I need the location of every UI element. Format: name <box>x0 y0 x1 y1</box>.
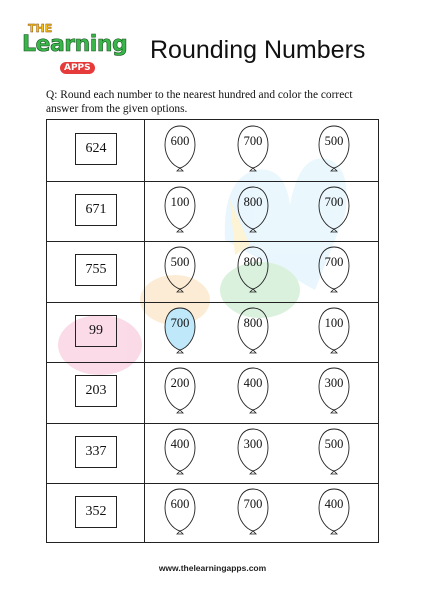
answer-balloon[interactable] <box>164 245 196 295</box>
balloon-icon <box>318 366 350 418</box>
row-divider <box>47 302 378 303</box>
answer-balloon[interactable] <box>164 124 196 174</box>
balloon-value: 300 <box>243 436 263 451</box>
balloon-icon <box>318 487 350 539</box>
answer-balloon[interactable] <box>164 487 196 537</box>
answer-balloon[interactable] <box>318 306 350 356</box>
balloon-icon <box>318 185 350 237</box>
balloon-value: 700 <box>170 315 190 330</box>
balloon-value: 400 <box>243 376 263 390</box>
balloon-icon <box>237 245 269 297</box>
answer-balloon[interactable] <box>318 185 350 235</box>
balloon-icon <box>318 245 350 297</box>
answer-balloon[interactable] <box>237 245 269 295</box>
answer-balloon[interactable] <box>164 366 196 416</box>
balloon-value: 800 <box>243 315 263 330</box>
balloon-icon <box>237 124 269 176</box>
footer-url: www.thelearningapps.com <box>158 563 267 573</box>
page-title: Rounding Numbers <box>150 36 366 64</box>
logo-learning-text: Learning <box>22 32 128 57</box>
balloon-icon <box>164 487 196 539</box>
number-box: 337 <box>75 436 117 468</box>
number-box: 203 <box>75 375 117 407</box>
balloon-value: 700 <box>243 134 263 148</box>
balloon-value: 600 <box>170 497 190 511</box>
answer-balloon[interactable] <box>318 487 350 537</box>
row-divider <box>47 483 378 484</box>
balloon-icon <box>318 124 350 176</box>
balloon-icon <box>237 306 269 358</box>
learning-apps-logo <box>22 22 132 84</box>
balloon-icon <box>237 185 269 237</box>
balloon-value: 100 <box>170 194 190 209</box>
answer-balloon[interactable] <box>237 306 269 356</box>
balloon-icon <box>164 366 196 418</box>
balloon-icon <box>237 366 269 418</box>
number-box: 624 <box>75 133 117 165</box>
balloon-value: 700 <box>324 255 344 269</box>
column-divider <box>144 120 145 542</box>
balloon-value: 300 <box>324 376 344 390</box>
balloon-value: 100 <box>324 315 344 330</box>
number-box: 755 <box>75 254 117 286</box>
balloon-value: 400 <box>324 497 344 511</box>
balloon-icon <box>237 427 269 479</box>
balloon-icon <box>164 185 196 237</box>
balloon-value: 500 <box>324 134 344 148</box>
logo-apps-badge: APPS <box>60 62 95 74</box>
row-divider <box>47 241 378 242</box>
answer-balloon[interactable] <box>237 185 269 235</box>
row-divider <box>47 362 378 363</box>
answer-balloon[interactable] <box>164 306 196 356</box>
number-box: 99 <box>75 315 117 347</box>
balloon-icon <box>164 124 196 176</box>
balloon-value: 200 <box>170 376 190 390</box>
balloon-icon <box>164 306 196 358</box>
answer-balloon[interactable] <box>237 124 269 174</box>
logo-the-text: THE <box>28 22 53 35</box>
balloon-icon <box>237 487 269 539</box>
balloon-value: 400 <box>170 436 190 451</box>
answer-balloon[interactable] <box>237 366 269 416</box>
question-text: Q: Round each number to the nearest hundred and color the correct answer from the given options. <box>46 89 353 115</box>
answer-balloon[interactable] <box>237 487 269 537</box>
balloon-icon <box>318 427 350 479</box>
answer-balloon[interactable] <box>318 245 350 295</box>
answer-balloon[interactable] <box>318 124 350 174</box>
balloon-icon <box>164 427 196 479</box>
answer-balloon[interactable] <box>318 427 350 477</box>
balloon-value: 700 <box>324 194 344 209</box>
rounding-table <box>46 119 379 543</box>
balloon-icon <box>164 245 196 297</box>
balloon-value: 500 <box>324 436 344 451</box>
number-box: 352 <box>75 496 117 528</box>
balloon-value: 800 <box>243 194 263 209</box>
answer-balloon[interactable] <box>164 427 196 477</box>
balloon-value: 500 <box>170 255 190 269</box>
number-box: 671 <box>75 194 117 226</box>
row-divider <box>47 181 378 182</box>
answer-balloon[interactable] <box>237 427 269 477</box>
balloon-value: 700 <box>243 497 263 511</box>
balloon-value: 600 <box>170 134 190 148</box>
answer-balloon[interactable] <box>318 366 350 416</box>
balloon-icon <box>318 306 350 358</box>
row-divider <box>47 423 378 424</box>
balloon-value: 800 <box>243 255 263 269</box>
answer-balloon[interactable] <box>164 185 196 235</box>
